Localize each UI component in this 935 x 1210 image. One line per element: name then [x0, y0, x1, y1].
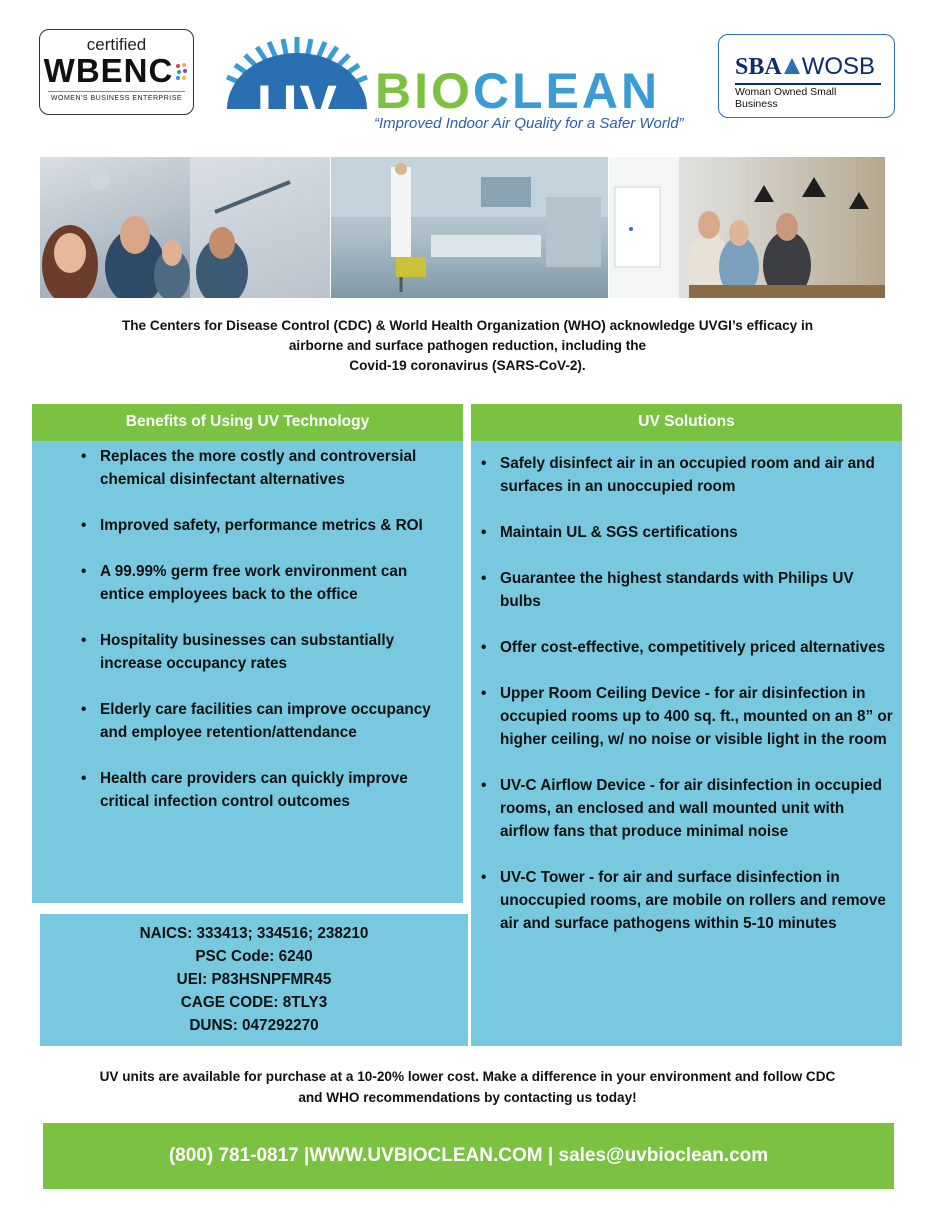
- wbenc-name-text: WBENC: [43, 52, 174, 89]
- list-item: [481, 636, 895, 659]
- wosb-text: WOSB: [801, 53, 876, 80]
- sba-wosb-badge: [718, 34, 895, 118]
- benefits-list: [81, 445, 440, 836]
- wbenc-badge: [39, 29, 194, 115]
- benefit-text: Improved safety, performance metrics & ROI: [100, 517, 423, 534]
- psc-code: PSC Code: 6240: [195, 948, 313, 965]
- benefits-panel: [32, 441, 463, 903]
- duns-code: DUNS: 047292270: [189, 1017, 319, 1034]
- separator: |: [298, 1145, 310, 1166]
- closing-line-2: and WHO recommendations by contacting us today!: [298, 1090, 637, 1105]
- benefit-text: Replaces the more costly and controversial chemical disinfectant alternatives: [100, 448, 417, 488]
- bullet-icon: •: [481, 777, 487, 794]
- benefit-text: A 99.99% germ free work environment can entice employees back to the office: [100, 563, 408, 603]
- photo-hospital-room: [330, 157, 608, 298]
- list-item: [81, 560, 440, 606]
- solution-text: Upper Room Ceiling Device - for air disinfection in occupied rooms up to 400 sq. ft., mounted on an 8” or higher ceiling, w/ no noise or visible light in the room: [500, 685, 893, 748]
- logo-tagline: “Improved Indoor Air Quality for a Safer World”: [374, 115, 684, 132]
- list-item: [81, 629, 440, 675]
- bullet-icon: •: [81, 563, 87, 580]
- bullet-icon: •: [81, 770, 87, 787]
- list-item: [481, 452, 895, 498]
- contact-footer: [43, 1123, 894, 1189]
- bullet-icon: •: [481, 455, 487, 472]
- benefits-heading: Benefits of Using UV Technology: [32, 404, 463, 441]
- wbenc-dots-icon: [175, 62, 189, 84]
- list-item: [81, 767, 440, 813]
- website-link[interactable]: WWW.UVBIOCLEAN.COM: [309, 1145, 543, 1166]
- closing-paragraph: [40, 1066, 895, 1108]
- intro-line-2: airborne and surface pathogen reduction, including the: [288, 338, 647, 353]
- uei-code: UEI: P83HSNPFMR45: [176, 971, 332, 988]
- list-item: [81, 514, 440, 537]
- intro-line-3: Covid-19 coronavirus (SARS-CoV-2).: [349, 358, 586, 373]
- phone-link[interactable]: (800) 781-0817: [168, 1145, 299, 1166]
- wbenc-name: [40, 54, 193, 88]
- list-item: [81, 445, 440, 491]
- bullet-icon: •: [81, 517, 87, 534]
- photo-students-hallway: [40, 157, 330, 298]
- sba-subtitle: Woman Owned Small Business: [735, 83, 881, 110]
- sba-text: SBA: [735, 54, 782, 80]
- list-item: [481, 521, 895, 544]
- list-item: [481, 567, 895, 613]
- list-item: [481, 866, 895, 935]
- solution-text: Maintain UL & SGS certifications: [500, 524, 738, 541]
- sba-logo-row: [735, 53, 894, 81]
- bullet-icon: •: [481, 570, 487, 587]
- list-item: [81, 698, 440, 744]
- bullet-icon: •: [481, 639, 487, 656]
- list-item: [481, 774, 895, 843]
- bullet-icon: •: [81, 448, 87, 465]
- bullet-icon: •: [481, 869, 487, 886]
- bullet-icon: •: [81, 701, 87, 718]
- solution-text: UV-C Tower - for air and surface disinfection in unoccupied rooms, are mobile on rollers and remove air and surface pathogens within 5-10 minutes: [500, 869, 886, 932]
- separator: |: [542, 1145, 559, 1166]
- benefit-text: Elderly care facilities can improve occupancy and employee retention/attendance: [100, 701, 431, 741]
- bullet-icon: •: [481, 685, 487, 702]
- photo-office-meeting: [608, 157, 885, 298]
- logo-bioclean-text: [375, 63, 660, 119]
- benefit-text: Health care providers can quickly improve critical infection control outcomes: [100, 770, 408, 810]
- solutions-heading: UV Solutions: [471, 404, 902, 441]
- naics-code: NAICS: 333413; 334516; 238210: [139, 925, 369, 942]
- uv-bioclean-logo: [217, 33, 697, 136]
- benefit-text: Hospitality businesses can substantially increase occupancy rates: [100, 632, 395, 672]
- wbenc-subtitle: WOMEN'S BUSINESS ENTERPRISE: [48, 91, 185, 102]
- solution-text: UV-C Airflow Device - for air disinfection in occupied rooms, an enclosed and wall mounted unit with airflow fans that produce minimal noise: [500, 777, 882, 840]
- intro-paragraph: [60, 316, 875, 376]
- logo-bio-text: BIO: [375, 63, 473, 119]
- business-codes-box: [40, 914, 468, 1046]
- closing-line-1: UV units are available for purchase at a 10-20% lower cost. Make a difference in your environment and follow CDC: [99, 1069, 836, 1084]
- bullet-icon: •: [481, 524, 487, 541]
- photo-strip: [40, 157, 885, 298]
- solutions-panel: [471, 441, 902, 1046]
- list-item: [481, 682, 895, 751]
- sba-triangle-icon: [784, 58, 800, 74]
- email-link[interactable]: sales@uvbioclean.com: [558, 1145, 769, 1166]
- solution-text: Safely disinfect air in an occupied room and air and surfaces in an unoccupied room: [500, 455, 875, 495]
- logo-clean-text: CLEAN: [472, 63, 661, 119]
- solution-text: Offer cost-effective, competitively priced alternatives: [500, 639, 886, 656]
- intro-line-1: The Centers for Disease Control (CDC) & World Health Organization (WHO) acknowledge UVGI’s efficacy in: [121, 318, 814, 333]
- solution-text: Guarantee the highest standards with Philips UV bulbs: [500, 570, 854, 610]
- solutions-list: [481, 452, 895, 958]
- bullet-icon: •: [81, 632, 87, 649]
- logo-uv-text: UV: [257, 73, 339, 136]
- wbenc-certified-text: certified: [86, 35, 147, 54]
- cage-code: CAGE CODE: 8TLY3: [180, 994, 328, 1011]
